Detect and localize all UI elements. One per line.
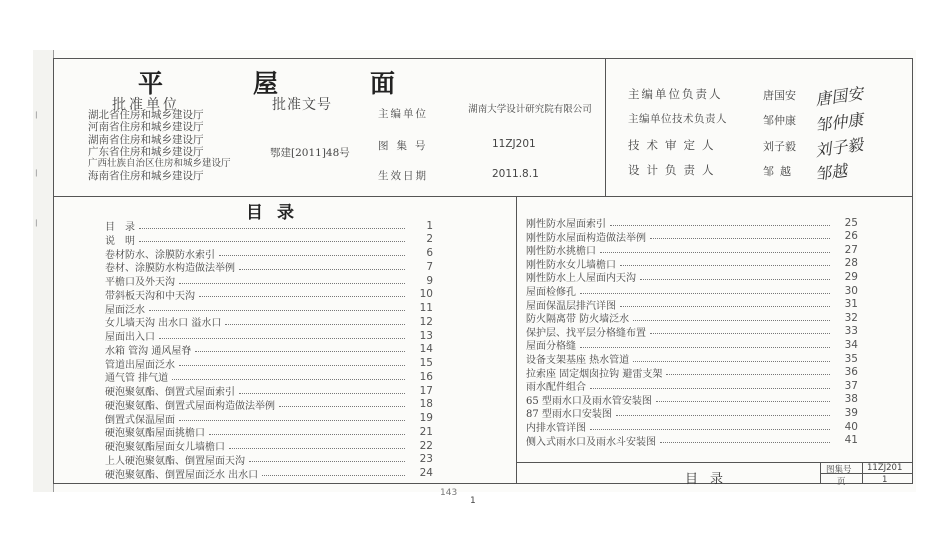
toc-entry-page: 34 [844,338,858,351]
toc-entry-page: 7 [426,260,433,273]
agency-item: 海南省住房和城乡建设厅 [88,170,204,183]
toc-title: 目录 [246,203,308,223]
toc-entry [526,352,858,365]
agency-item: 河南省住房和城乡建设厅 [88,121,204,134]
toc-entry-page: 1 [426,219,433,232]
toc-entry [526,216,858,229]
toc-entry [526,311,858,324]
toc-entry-title: 水箱 管沟 通风屋脊 [105,345,192,357]
toc-entry-title: 屋面出入口 [105,332,155,343]
toc-entry-title: 侧入式雨水口及雨水斗安装图 [526,436,656,448]
toc-entry-title: 倒置式保温屋面 [105,414,175,426]
toc-entry [105,370,433,383]
atlas-number-value: 11ZJ201 [492,138,536,150]
toc-leader-dots [149,310,405,311]
person-name: 邹越 [763,165,797,178]
toc-entry [526,366,858,379]
agency-item: 湖南省住房和城乡建设厅 [88,133,204,146]
toc-entry-page: 39 [844,406,858,419]
toc-entry [526,284,858,297]
toc-entry [105,343,433,356]
toc-entry-title: 平檐口及外天沟 [105,277,175,288]
toc-entry-page: 25 [844,216,858,229]
toc-entry-page: 9 [426,274,433,287]
toc-entry-title: 防火隔离带 防火墙泛水 [526,314,630,326]
toc-entry-title: 87 型雨水口安装图 [526,409,612,421]
toc-entry [105,260,433,273]
toc-entry-title: 说 明 [105,235,135,247]
title-block-name: 目录 [685,472,736,487]
toc-leader-dots [179,365,405,366]
toc-entry-page: 31 [844,298,858,311]
toc-entry [105,412,433,425]
toc-entry-title: 硬泡聚氨酯、倒置式屋面索引 [105,387,235,398]
toc-leader-dots [262,475,405,476]
toc-entry [105,219,433,232]
toc-entry-title: 卷材防水、涂膜防水索引 [105,249,215,261]
toc-leader-dots [195,351,405,352]
header-vertical-divider [605,58,606,196]
toc-entry [526,243,858,256]
toc-entry [105,233,433,246]
toc-entry [105,247,433,260]
toc-entry-page: 21 [419,425,433,438]
toc-entry-page: 26 [844,230,858,243]
toc-leader-dots [620,306,830,307]
approval-doc-number: 鄂建[2011]48号 [270,147,350,159]
toc-entry-title: 雨水配件组合 [526,382,586,394]
toc-leader-dots [590,429,830,430]
toc-entry-title: 通气管 排气道 [105,373,169,385]
toc-leader-dots [616,415,830,416]
toc-entry-title: 硬泡聚氨酯屋面女儿墙檐口 [105,442,225,453]
toc-entry-title: 屋面泛水 [105,304,145,316]
signature: 唐国安 [814,83,865,110]
title-char-3: 面 [370,69,396,98]
toc-leader-dots [590,388,830,389]
toc-entry-page: 28 [844,257,858,270]
toc-entry-page: 23 [419,453,433,466]
role-chief-tech: 主编单位技术负责人 [628,113,727,125]
toc-entry-title: 硬泡聚氨酯、倒置屋面泛水 出水口 [105,469,259,481]
toc-entry-page: 41 [844,434,858,447]
toc-leader-dots [199,296,405,297]
header-divider [53,196,913,197]
toc-leader-dots [640,279,830,280]
toc-entry [105,302,433,315]
toc-leader-dots [159,338,405,339]
toc-leader-dots [239,269,405,270]
signature: 刘子毅 [814,134,865,161]
toc-entry [526,338,858,351]
atlas-number-label: 图集号 [378,140,434,152]
toc-entry [526,325,858,338]
toc-leader-dots [179,420,405,421]
toc-entry-title: 女儿墙天沟 出水口 溢水口 [105,318,222,330]
signature: 邹仲康 [814,109,865,136]
toc-entry [526,393,858,406]
role-reviewer: 技术审定人 [628,138,721,152]
approval-doc-label: 批准文号 [272,97,332,113]
scan-number: 143 [440,488,458,498]
toc-entry [105,398,433,411]
toc-leader-dots [179,283,405,284]
toc-entry-title: 设备支架基座 热水管道 [526,355,630,366]
toc-entry-title: 带斜板天沟和中天沟 [105,290,195,302]
approval-unit-label: 批准单位 [112,97,180,113]
toc-entry-page: 17 [419,384,433,397]
toc-leader-dots [139,241,405,242]
toc-entry-title: 上人硬泡聚氨酯、倒置屋面天沟 [105,455,245,467]
toc-entry-title: 卷材、涂膜防水构造做法举例 [105,263,235,275]
toc-entry-page: 2 [426,233,433,246]
toc-entry-title: 刚性防水屋面索引 [526,219,606,230]
toc-entry-title: 刚性防水屋面构造做法举例 [526,232,646,244]
toc-entry-page: 37 [844,379,858,392]
toc-entry-page: 15 [419,357,433,369]
toc-entry-title: 刚性防水女儿墙檐口 [526,259,616,271]
editor-unit-value: 湖南大学设计研究院有限公司 [468,104,592,115]
toc-entry-page: 30 [844,284,858,297]
toc-entry [526,230,858,243]
toc-leader-dots [279,406,405,407]
agency-list [88,109,231,183]
toc-entry [105,384,433,397]
toc-leader-dots [139,228,405,229]
toc-leader-dots [580,293,830,294]
toc-entry [526,420,858,433]
toc-leader-dots [225,324,405,325]
toc-entry-page: 24 [419,467,433,479]
toc-entry [105,425,433,438]
toc-leader-dots [239,393,405,394]
title-block-page-value: 1 [882,475,888,485]
editor-unit-label: 主编单位 [378,108,428,120]
toc-entry [526,257,858,270]
toc-entry-page: 27 [844,243,858,256]
toc-leader-dots [660,442,830,443]
toc-leader-dots [656,401,830,402]
agency-item: 广东省住房和城乡建设厅 [88,145,204,158]
agency-item: 广西壮族自治区住房和城乡建设厅 [88,158,231,170]
toc-entry-title: 拉索座 固定烟囱拉钩 避雷支架 [526,368,663,380]
toc-leader-dots [650,238,830,239]
toc-entry [526,270,858,283]
title-block-page-label: 页 [837,477,846,487]
toc-entry-page: 40 [844,420,858,433]
toc-leader-dots [633,320,830,321]
toc-leader-dots [229,448,405,449]
toc-entry-page: 18 [419,398,433,411]
toc-entry [105,274,433,287]
toc-leader-dots [620,265,830,266]
toc-leader-dots [219,255,405,256]
toc-entry [105,315,433,328]
toc-entry-page: 13 [419,329,433,342]
toc-entry-page: 35 [844,352,858,365]
binding-margin-strip: ▏ ▏ ▏ [33,50,54,492]
toc-entry [526,379,858,392]
signature: 邹越 [813,160,849,185]
title-block-top [516,462,913,463]
role-chief-unit: 主编单位负责人 [628,87,723,101]
toc-entry-title: 保护层、找平层分格缝布置 [526,327,646,339]
toc-leader-dots [249,461,405,462]
person-name: 邹仲康 [763,114,796,127]
toc-entry-page: 29 [844,270,858,283]
toc-entry [105,467,433,480]
toc-leader-dots [650,333,830,334]
toc-entry [105,439,433,452]
toc-entry-title: 管道出屋面泛水 [105,359,175,371]
toc-entry-page: 16 [419,370,433,383]
toc-leader-dots [610,225,830,226]
toc-entry-title: 65 型雨水口及雨水管安装图 [526,395,652,407]
toc-entry [526,406,858,419]
toc-entry-title: 屋面保温层排汽详图 [526,300,616,312]
title-char-1: 平 [138,69,164,98]
toc-entry-title: 硬泡聚氨酯屋面挑檐口 [105,428,205,440]
effective-date-label: 生效日期 [378,170,428,182]
toc-column-divider [516,196,517,484]
toc-entry-page: 33 [844,325,858,338]
toc-entry-title: 硬泡聚氨酯、倒置式屋面构造做法举例 [105,400,275,412]
toc-leader-dots [580,347,830,348]
toc-leader-dots [666,374,830,375]
toc-entry-title: 刚性防水挑檐口 [526,246,596,258]
toc-entry [105,453,433,466]
toc-leader-dots [600,252,830,253]
toc-entry-page: 32 [844,311,858,324]
title-char-2: 屋 [253,69,279,98]
page-number: 1 [470,496,476,506]
toc-leader-dots [633,361,830,362]
toc-entry-page: 6 [426,247,433,259]
role-designer: 设计负责人 [628,163,721,177]
toc-entry-title: 屋面分格缝 [526,341,576,353]
toc-entry-page: 14 [419,343,433,356]
effective-date-value: 2011.8.1 [492,168,539,180]
toc-entry [526,298,858,311]
title-block-atlas-value: 11ZJ201 [867,463,903,473]
toc-entry [526,434,858,447]
toc-entry-title: 屋面检修孔 [526,287,576,298]
toc-leader-dots [209,434,405,435]
person-name: 唐国安 [763,89,796,102]
title-block-atlas-label: 图集号 [826,465,852,475]
toc-entry-page: 19 [419,412,433,424]
toc-entry [105,288,433,301]
toc-entry-page: 11 [419,302,433,314]
toc-entry-page: 36 [844,366,858,379]
toc-entry-page: 38 [844,393,858,406]
toc-entry-page: 12 [419,315,433,328]
toc-entry [105,357,433,370]
toc-entry-title: 目 录 [105,222,135,233]
person-name: 刘子毅 [763,140,796,153]
toc-leader-dots [172,379,405,380]
toc-entry-title: 刚性防水上人屋面内天沟 [526,273,636,285]
toc-entry-page: 22 [419,439,433,452]
agency-item: 湖北省住房和城乡建设厅 [88,109,204,121]
toc-entry [105,329,433,342]
toc-entry-page: 10 [419,288,433,301]
toc-entry-title: 内排水管详图 [526,423,586,434]
